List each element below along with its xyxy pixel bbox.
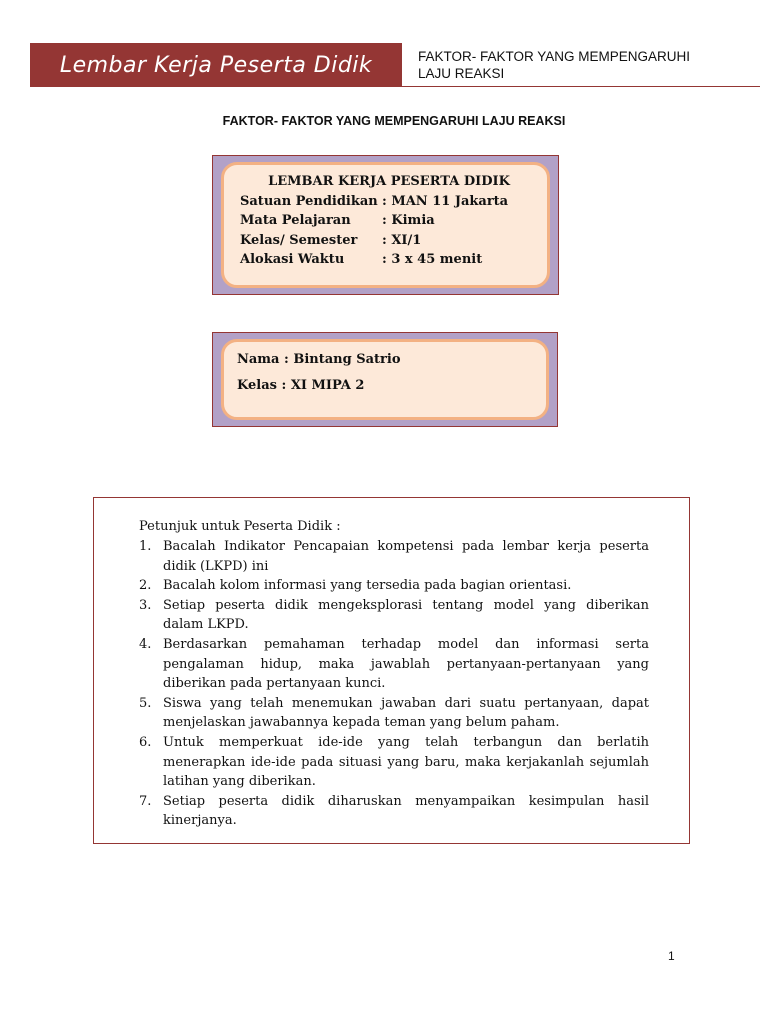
instruction-item bbox=[139, 792, 649, 831]
instruction-item bbox=[139, 596, 649, 635]
instruction-number: 4. bbox=[139, 636, 152, 652]
info-label: Alokasi Waktu bbox=[240, 252, 345, 267]
instruction-item bbox=[139, 733, 649, 792]
instruction-text: Untuk memperkuat ide-ide yang telah terbangun dan berlatih menerapkan ide-ide pada situasi yang baru, maka kerjakanlah sejumlah latihan yang diberikan. bbox=[163, 734, 649, 790]
info-label: Mata Pelajaran bbox=[240, 213, 351, 228]
info-row bbox=[240, 192, 534, 212]
header-divider bbox=[30, 86, 760, 87]
header-topic-line2: LAJU REAKSI bbox=[418, 66, 505, 81]
instruction-text: Setiap peserta didik diharuskan menyampaikan kesimpulan hasil kinerjanya. bbox=[163, 793, 649, 829]
instruction-number: 5. bbox=[139, 695, 152, 711]
instruction-text: Berdasarkan pemahaman terhadap model dan informasi serta pengalaman hidup, maka jawablah pertanyaan-pertanyaan yang diberikan pada pertanyaan kunci. bbox=[163, 636, 649, 692]
info-value: : XI/1 bbox=[382, 232, 422, 248]
instructions-list bbox=[139, 537, 649, 831]
info-label: Kelas/ Semester bbox=[240, 232, 358, 248]
instruction-item bbox=[139, 537, 649, 576]
info-row bbox=[240, 211, 534, 231]
student-content bbox=[237, 352, 400, 404]
info-value: : MAN 11 Jakarta bbox=[382, 193, 509, 209]
info-value: : Kimia bbox=[382, 213, 435, 228]
instruction-number: 7. bbox=[139, 793, 152, 809]
instruction-number: 6. bbox=[139, 734, 152, 750]
student-class: Kelas : XI MIPA 2 bbox=[237, 378, 365, 393]
instruction-item bbox=[139, 576, 649, 596]
instructions-heading: Petunjuk untuk Peserta Didik : bbox=[139, 519, 341, 534]
info-row bbox=[240, 250, 534, 270]
instruction-text: Setiap peserta didik mengeksplorasi tentang model yang diberikan dalam LKPD. bbox=[163, 597, 649, 633]
instruction-item bbox=[139, 635, 649, 694]
header-banner bbox=[30, 43, 402, 87]
instruction-number: 3. bbox=[139, 597, 152, 613]
instruction-number: 2. bbox=[139, 578, 152, 594]
instruction-number: 1. bbox=[139, 539, 152, 554]
info-label: Satuan Pendidikan bbox=[240, 193, 378, 209]
instruction-text: Siswa yang telah menemukan jawaban dari suatu pertanyaan, dapat menjelaskan jawabannya kepada teman yang belum paham. bbox=[163, 695, 649, 731]
banner-title: Lembar Kerja Peserta Didik bbox=[59, 52, 373, 78]
info-row bbox=[240, 231, 534, 251]
info-content bbox=[240, 172, 534, 270]
info-title: LEMBAR KERJA PESERTA DIDIK bbox=[268, 174, 510, 189]
student-name: Nama : Bintang Satrio bbox=[237, 352, 401, 367]
instruction-text: Bacalah Indikator Pencapaian kompetensi pada lembar kerja peserta didik (LKPD) ini bbox=[163, 539, 649, 574]
document-title: FAKTOR- FAKTOR YANG MEMPENGARUHI LAJU REAKSI bbox=[222, 114, 566, 128]
instruction-text: Bacalah kolom informasi yang tersedia pada bagian orientasi. bbox=[163, 578, 572, 594]
info-value: : 3 x 45 menit bbox=[382, 252, 483, 267]
header-topic-line1: FAKTOR- FAKTOR YANG MEMPENGARUHI bbox=[418, 49, 691, 64]
instruction-item bbox=[139, 694, 649, 733]
header-topic bbox=[418, 48, 748, 82]
page-number: 1 bbox=[668, 949, 675, 963]
